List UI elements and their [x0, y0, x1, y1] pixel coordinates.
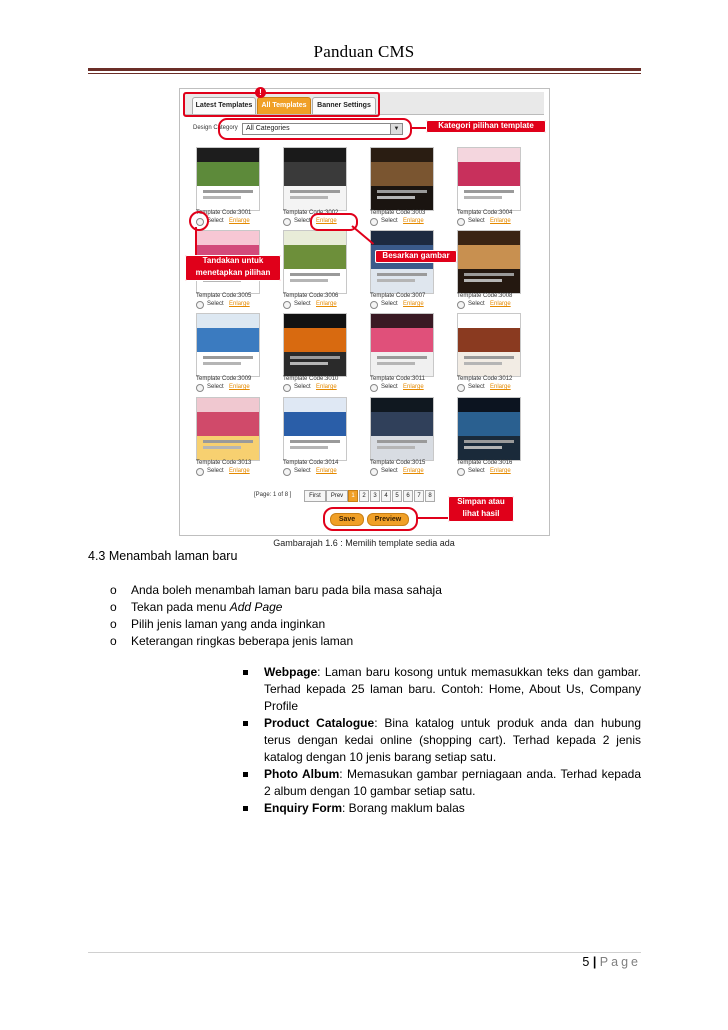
enlarge-link[interactable]: Enlarge — [229, 218, 250, 224]
callout-enlarge: Besarkan gambar — [375, 250, 457, 263]
thumbnail-graphic — [284, 314, 346, 328]
template-select-radio[interactable] — [196, 301, 204, 309]
thumbnail-graphic — [197, 231, 259, 245]
thumbnail-graphic — [458, 245, 520, 269]
tab-banner-settings[interactable]: Banner Settings — [312, 97, 376, 114]
thumbnail-graphic — [203, 362, 241, 365]
select-label[interactable]: Select — [381, 468, 398, 474]
enlarge-link[interactable]: Enlarge — [490, 384, 511, 390]
template-select-radio[interactable] — [283, 468, 291, 476]
template-code: Template Code:3004 — [457, 210, 513, 216]
item-product-catalogue: Product Catalogue: Bina katalog untuk produk anda dan hubung terus dengan kedai online (shopping cart). Terhad kepada 2 jenis katalog dengan 10 jenis barang setiap satu. — [264, 716, 641, 764]
thumbnail-graphic — [203, 196, 241, 199]
enlarge-link[interactable]: Enlarge — [316, 384, 337, 390]
template-code: Template Code:3005 — [196, 293, 252, 299]
template-code: Template Code:3011 — [370, 376, 425, 382]
template-select-radio[interactable] — [370, 384, 378, 392]
enlarge-link[interactable]: Enlarge — [316, 468, 337, 474]
template-thumbnail[interactable] — [457, 313, 521, 377]
template-code: Template Code:3014 — [283, 460, 339, 466]
exclamation-icon: ! — [255, 87, 266, 98]
template-thumbnail[interactable] — [370, 313, 434, 377]
page-number: 5 | Page — [582, 955, 641, 969]
enlarge-link[interactable]: Enlarge — [490, 468, 511, 474]
select-label[interactable]: Select — [207, 301, 224, 307]
enlarge-link[interactable]: Enlarge — [490, 301, 511, 307]
thumbnail-graphic — [464, 356, 514, 359]
bullet-square — [243, 670, 248, 675]
thumbnail-graphic — [371, 162, 433, 186]
template-thumbnail[interactable] — [196, 397, 260, 461]
select-label[interactable]: Select — [468, 301, 485, 307]
thumbnail-graphic — [458, 398, 520, 412]
design-category-value: All Categories — [246, 125, 290, 132]
bullet-square — [243, 721, 248, 726]
thumbnail-graphic — [377, 356, 427, 359]
select-label[interactable]: Select — [207, 468, 224, 474]
enlarge-link[interactable]: Enlarge — [403, 468, 424, 474]
tab-latest-templates[interactable]: Latest Templates — [192, 97, 256, 114]
thumbnail-graphic — [203, 440, 253, 443]
template-select-radio[interactable] — [457, 301, 465, 309]
template-select-radio[interactable] — [370, 301, 378, 309]
thumbnail-graphic — [290, 446, 328, 449]
select-label[interactable]: Select — [207, 384, 224, 390]
template-code: Template Code:3006 — [283, 293, 339, 299]
select-label[interactable]: Select — [381, 218, 398, 224]
thumbnail-graphic — [197, 398, 259, 412]
thumbnail-graphic — [290, 362, 328, 365]
enlarge-link[interactable]: Enlarge — [403, 384, 424, 390]
pager-page-button[interactable]: 5 — [392, 490, 402, 502]
thumbnail-graphic — [371, 231, 433, 245]
thumbnail-graphic — [464, 273, 514, 276]
thumbnail-graphic — [377, 273, 427, 276]
chevron-down-icon[interactable]: ▼ — [390, 124, 402, 134]
thumbnail-graphic — [377, 362, 415, 365]
select-label[interactable]: Select — [294, 218, 311, 224]
template-code: Template Code:3001 — [196, 210, 252, 216]
thumbnail-graphic — [284, 148, 346, 162]
figure-caption: Gambarajah 1.6 : Memilih template sedia ada — [273, 538, 455, 548]
thumbnail-graphic — [284, 162, 346, 186]
tab-all-templates[interactable]: All Templates — [257, 97, 311, 114]
thumbnail-graphic — [203, 190, 253, 193]
pager-first-button[interactable]: First — [304, 490, 326, 502]
template-select-radio[interactable] — [196, 468, 204, 476]
template-code: Template Code:3016 — [457, 460, 513, 466]
thumbnail-graphic — [197, 412, 259, 436]
thumbnail-graphic — [290, 440, 340, 443]
select-label[interactable]: Select — [468, 384, 485, 390]
bullet-square — [243, 806, 248, 811]
template-code: Template Code:3003 — [370, 210, 426, 216]
thumbnail-graphic — [464, 446, 502, 449]
template-thumbnail[interactable] — [283, 397, 347, 461]
thumbnail-graphic — [290, 356, 340, 359]
template-grid — [180, 89, 549, 535]
thumbnail-graphic — [464, 190, 514, 193]
pager-page-button[interactable]: 8 — [425, 490, 435, 502]
enlarge-link[interactable]: Enlarge — [229, 384, 250, 390]
thumbnail-graphic — [203, 356, 253, 359]
thumbnail-graphic — [284, 398, 346, 412]
thumbnail-graphic — [197, 162, 259, 186]
thumbnail-graphic — [371, 398, 433, 412]
thumbnail-graphic — [284, 412, 346, 436]
item-enquiry-form: Enquiry Form: Borang maklum balas — [264, 801, 465, 815]
thumbnail-graphic — [458, 148, 520, 162]
thumbnail-graphic — [377, 196, 415, 199]
callout-connector — [416, 517, 448, 519]
thumbnail-graphic — [458, 328, 520, 352]
thumbnail-graphic — [464, 362, 502, 365]
enlarge-link[interactable]: Enlarge — [403, 301, 424, 307]
select-label[interactable]: Select — [468, 468, 485, 474]
template-thumbnail[interactable] — [283, 147, 347, 211]
thumbnail-graphic — [377, 279, 415, 282]
enlarge-link[interactable]: Enlarge — [229, 301, 250, 307]
callout-select: Tandakan untuk menetapkan pilihan — [185, 255, 281, 281]
pager-page-button[interactable]: 1 — [348, 490, 358, 502]
pager-page-button[interactable]: 6 — [403, 490, 413, 502]
thumbnail-graphic — [284, 328, 346, 352]
thumbnail-graphic — [377, 440, 427, 443]
template-code: Template Code:3009 — [196, 376, 252, 382]
thumbnail-graphic — [371, 314, 433, 328]
header-rule-thin — [88, 73, 641, 74]
template-code: Template Code:3008 — [457, 293, 513, 299]
template-code: Template Code:3010 — [283, 376, 339, 382]
thumbnail-graphic — [377, 190, 427, 193]
buttons-highlight-oval — [323, 507, 418, 531]
callout-category: Kategori pilihan template — [426, 120, 546, 133]
template-select-radio[interactable] — [457, 384, 465, 392]
thumbnail-graphic — [203, 446, 241, 449]
thumbnail-graphic — [284, 245, 346, 269]
select-highlight-circle — [189, 211, 209, 231]
template-thumbnail[interactable] — [196, 313, 260, 377]
preview-button[interactable]: Preview — [367, 513, 409, 526]
pager-page-button[interactable]: 4 — [381, 490, 391, 502]
thumbnail-graphic — [458, 412, 520, 436]
footer-rule — [88, 952, 641, 953]
thumbnail-graphic — [290, 190, 340, 193]
select-label[interactable]: Select — [294, 468, 311, 474]
enlarge-link[interactable]: Enlarge — [229, 468, 250, 474]
thumbnail-graphic — [371, 328, 433, 352]
select-label[interactable]: Select — [381, 384, 398, 390]
thumbnail-graphic — [284, 231, 346, 245]
thumbnail-graphic — [197, 148, 259, 162]
callout-connector — [195, 227, 197, 255]
thumbnail-graphic — [371, 148, 433, 162]
select-label[interactable]: Select — [294, 301, 311, 307]
page-header-title: Panduan CMS — [313, 42, 415, 61]
template-select-radio[interactable] — [457, 468, 465, 476]
template-select-radio[interactable] — [370, 218, 378, 226]
section-title: 4.3 Menambah laman baru — [88, 549, 238, 563]
select-label[interactable]: Select — [294, 384, 311, 390]
thumbnail-graphic — [464, 196, 502, 199]
select-label[interactable]: Select — [468, 218, 485, 224]
thumbnail-graphic — [290, 279, 328, 282]
thumbnail-graphic — [377, 446, 415, 449]
enlarge-link[interactable]: Enlarge — [316, 301, 337, 307]
template-thumbnail[interactable] — [283, 313, 347, 377]
template-code: Template Code:3015 — [370, 460, 426, 466]
template-select-radio[interactable] — [370, 468, 378, 476]
template-thumbnail[interactable] — [457, 230, 521, 294]
template-screenshot-figure — [179, 88, 550, 536]
thumbnail-graphic — [371, 412, 433, 436]
select-label[interactable]: Select — [207, 218, 224, 224]
template-select-radio[interactable] — [283, 384, 291, 392]
template-select-radio[interactable] — [457, 218, 465, 226]
enlarge-link[interactable]: Enlarge — [403, 218, 424, 224]
pager-prev-button[interactable]: Prev — [326, 490, 348, 502]
template-thumbnail[interactable] — [370, 147, 434, 211]
pager-pages — [348, 490, 448, 502]
thumbnail-graphic — [464, 279, 502, 282]
thumbnail-graphic — [290, 196, 328, 199]
pager-page-button[interactable]: 3 — [370, 490, 380, 502]
thumbnail-graphic — [197, 314, 259, 328]
template-code: Template Code:3012 — [457, 376, 513, 382]
template-code: Template Code:3007 — [370, 293, 426, 299]
template-select-radio[interactable] — [283, 301, 291, 309]
callout-save: Simpan atau lihat hasil — [448, 496, 514, 522]
template-code: Template Code:3002 — [283, 210, 339, 216]
thumbnail-graphic — [458, 314, 520, 328]
design-category-label: Design Category — [193, 125, 238, 131]
template-select-radio[interactable] — [196, 384, 204, 392]
template-thumbnail[interactable] — [196, 147, 260, 211]
template-thumbnail[interactable] — [457, 397, 521, 461]
template-code: Template Code:3013 — [196, 460, 252, 466]
template-select-radio[interactable] — [283, 218, 291, 226]
pager-status: [Page: 1 of 8 ] — [254, 492, 292, 498]
item-webpage: Webpage: Laman baru kosong untuk memasukkan teks dan gambar. Terhad kepada 25 laman baru. Contoh: Home, About Us, Company Profile — [264, 665, 641, 713]
enlarge-link[interactable]: Enlarge — [490, 218, 511, 224]
thumbnail-graphic — [464, 440, 514, 443]
thumbnail-graphic — [458, 162, 520, 186]
save-button[interactable]: Save — [330, 513, 364, 526]
enlarge-highlight-oval — [310, 213, 358, 231]
enlarge-link[interactable]: Enlarge — [316, 218, 337, 224]
header-rule-thick — [88, 68, 641, 71]
select-label[interactable]: Select — [381, 301, 398, 307]
thumbnail-graphic — [197, 328, 259, 352]
thumbnail-graphic — [290, 273, 340, 276]
pager-page-button[interactable]: 2 — [359, 490, 369, 502]
thumbnail-graphic — [458, 231, 520, 245]
template-thumbnail[interactable] — [370, 397, 434, 461]
template-thumbnail[interactable] — [283, 230, 347, 294]
bullet-square — [243, 772, 248, 777]
item-photo-album: Photo Album: Memasukan gambar perniagaan anda. Terhad kepada 2 album dengan 10 gambar setiap satu. — [264, 767, 641, 798]
template-thumbnail[interactable] — [457, 147, 521, 211]
pager-page-button[interactable]: 7 — [414, 490, 424, 502]
